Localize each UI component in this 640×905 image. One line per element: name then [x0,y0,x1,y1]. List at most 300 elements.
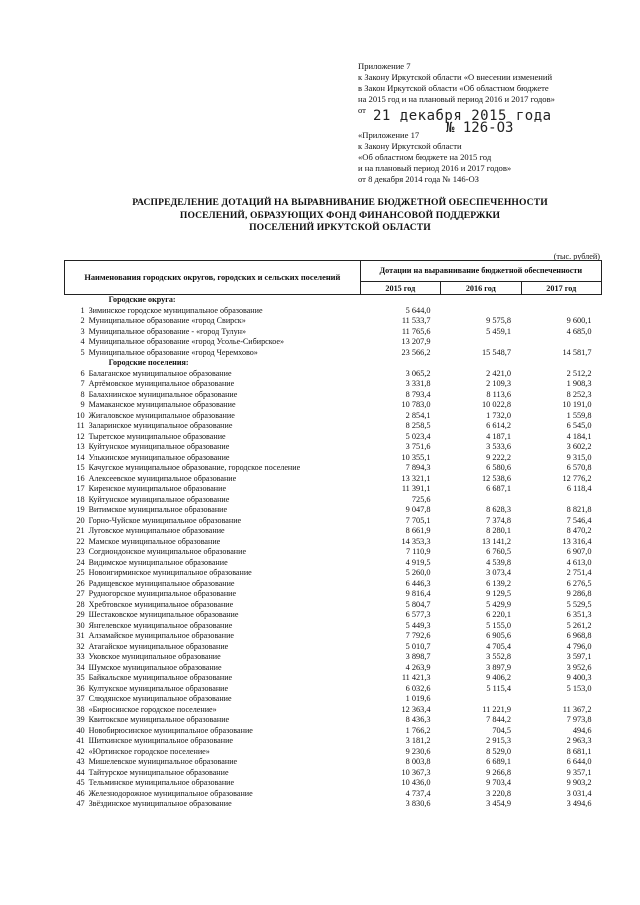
value-2017: 6 276,5 [566,578,592,588]
row-name: Байкальское муниципальное образование [88,673,233,682]
value-2017: 10 191,0 [562,400,592,409]
value-2015: 8 661,9 [405,526,431,535]
value-2016: 15 548,7 [481,347,511,357]
row-number: 37 [76,694,85,703]
row-name: Звёздинское муниципальное образование [88,799,232,808]
value-2016: 4 539,8 [486,557,511,567]
annex2-line: «Об областном бюджете на 2015 год [358,152,492,162]
annex2-line: от 8 декабря 2014 года № 146-ОЗ [358,174,479,184]
table-row [65,663,602,674]
row-name: Артёмовское муниципальное образование [88,379,235,388]
value-2016: 3 552,8 [486,652,511,661]
value-2017: 9 903,2 [566,778,592,787]
table-row [65,369,602,380]
row-number: 45 [76,778,85,787]
value-2015: 9 230,6 [405,746,431,756]
table-row [65,453,602,464]
value-2017: 9 400,3 [566,673,592,682]
group-row [65,295,602,306]
value-2016: 6 614,2 [486,421,511,430]
value-2017: 14 581,7 [562,347,592,357]
units-label: (тыс. рублей) [553,252,600,261]
handwritten-date: 21 декабря 2015 года [373,108,552,124]
row-number: 5 [80,347,85,357]
table-row [65,684,602,695]
table-row [65,705,602,716]
value-2016: 2 915,3 [486,736,511,745]
value-2015: 13 207,9 [401,337,431,346]
row-number: 14 [76,452,85,462]
row-name: Тайтурское муниципальное образование [88,767,229,777]
value-2015: 3 181,2 [405,736,431,745]
table-row [65,327,602,338]
value-2016: 9 222,2 [486,452,511,462]
value-2015: 5 010,7 [405,641,431,651]
value-2017: 4 613,0 [566,557,592,567]
table-row [65,547,602,558]
value-2017: 6 118,4 [566,484,592,493]
value-2016: 9 266,8 [486,767,511,777]
value-2015: 5 449,3 [405,620,431,630]
row-number: 11 [76,421,85,430]
row-number: 20 [76,515,85,525]
table-row [65,390,602,401]
value-2015: 5 260,0 [405,568,431,577]
value-2015: 5 023,4 [405,431,431,441]
value-2015: 7 110,9 [405,547,431,556]
value-2016: 3 454,9 [486,799,511,808]
row-number: 29 [76,610,85,619]
row-number: 34 [76,662,85,672]
row-name: Тыретское муниципальное образование [88,431,226,441]
value-2016: 6 580,6 [486,463,511,472]
table-row [65,505,602,516]
row-number: 18 [76,494,85,504]
value-2016: 9 129,5 [486,589,511,598]
row-name: Рудногорское муниципальное образование [88,589,237,598]
group-label: Городские округа: [108,295,176,304]
table-row [65,516,602,527]
value-2016: 704,5 [492,725,511,735]
row-name: Витимское муниципальное образование [88,505,228,514]
value-2017: 6 351,3 [566,610,592,619]
row-number: 6 [80,368,85,378]
row-name: Шумское муниципальное образование [88,662,222,672]
row-number: 28 [76,599,85,609]
row-name: Заларинское муниципальное образование [88,421,233,430]
table-row [65,642,602,653]
row-name: Новобирюсинское муниципальное образование [88,725,253,735]
value-2017: 2 751,4 [566,568,592,577]
row-number: 1 [80,305,85,315]
row-name: Жигаловское муниципальное образование [88,410,235,420]
value-2017: 3 952,6 [566,662,592,672]
value-2015: 5 804,7 [405,599,431,609]
row-number: 22 [76,536,85,546]
value-2017: 6 545,0 [566,421,592,430]
table-row [65,316,602,327]
row-number: 19 [76,505,85,514]
value-2017: 4 685,0 [566,326,592,336]
value-2016: 6 139,2 [486,578,511,588]
value-2017: 2 512,2 [566,368,592,378]
row-number: 35 [76,673,85,682]
annex2-line: «Приложение 17 [358,130,420,140]
value-2015: 3 898,7 [405,652,431,661]
table-row [65,768,602,779]
value-2017: 7 973,8 [566,715,592,724]
value-2017: 4 184,1 [566,431,592,441]
value-2017 [521,694,602,705]
value-2016: 3 073,4 [486,568,511,577]
value-2017 [521,495,602,506]
row-number: 25 [76,568,85,577]
table-row [65,474,602,485]
value-2016 [441,495,521,506]
row-number: 26 [76,578,85,588]
value-2016: 7 374,8 [486,515,511,525]
row-name: Горно-Чуйское муниципальное образование [88,515,242,525]
row-name: Слюдянское муниципальное образование [88,694,232,703]
title-line: РАСПРЕДЕЛЕНИЕ ДОТАЦИЙ НА ВЫРАВНИВАНИЕ БЮДЖЕТНОЙ ОБЕСПЕЧЕННОСТИ [132,197,548,208]
table-row [65,421,602,432]
table-row [65,442,602,453]
row-name: Муниципальное образование «город Черемхово» [88,347,258,357]
row-number: 41 [76,736,85,745]
value-2017: 4 796,0 [566,641,592,651]
row-name: Тельминское муниципальное образование [88,778,235,787]
value-2015: 8 436,3 [405,715,431,724]
value-2016: 3 533,6 [486,442,511,451]
value-2017: 3 597,1 [566,652,592,661]
row-name: «Юртинское городское поселение» [88,746,210,756]
table-row [65,799,602,810]
table-row [65,589,602,600]
row-name: Алзамайское муниципальное образование [88,631,235,640]
row-number: 43 [76,757,85,766]
row-name: Муниципальное образование «город Свирск» [88,316,246,325]
row-number: 38 [76,704,85,714]
table-row [65,484,602,495]
table-row [65,463,602,474]
row-number: 4 [80,337,85,346]
value-2015: 9 047,8 [405,505,431,514]
value-2016: 9 575,8 [486,316,511,325]
row-number: 36 [76,683,85,693]
value-2017: 5 261,2 [566,620,592,630]
row-name: Квитокское муниципальное образование [88,715,230,724]
value-2016 [441,694,521,705]
row-number: 33 [76,652,85,661]
value-2015: 8 793,4 [405,389,431,399]
value-2015: 10 355,1 [401,452,431,462]
row-name: Хребтовское муниципальное образование [88,599,234,609]
header-year-2016: 2016 год [441,282,521,295]
value-2015: 1 019,6 [405,694,431,703]
row-name: Киренское муниципальное образование [88,484,227,493]
value-2015: 6 446,3 [405,578,431,588]
row-name: Янгелевское муниципальное образование [88,620,233,630]
value-2017: 3 031,4 [566,788,592,798]
annex-line: от [358,105,366,115]
value-2015: 14 353,3 [401,536,431,546]
row-number: 46 [76,788,85,798]
value-2017 [521,306,602,317]
value-2017: 6 907,0 [566,547,592,556]
value-2015: 1 766,2 [405,725,431,735]
value-2015: 3 751,6 [405,442,431,451]
value-2016: 13 141,2 [481,536,511,546]
row-name: Улькинское муниципальное образование [88,452,230,462]
value-2016: 6 689,1 [486,757,511,766]
value-2016: 5 459,1 [486,326,511,336]
title-line: ПОСЕЛЕНИЙ ИРКУТСКОЙ ОБЛАСТИ [249,222,431,233]
row-number: 2 [80,316,85,325]
value-2015: 7 705,1 [405,515,431,525]
value-2015: 4 737,4 [405,788,431,798]
header-name: Наименования городских округов, городских и сельских поселений [65,261,361,295]
table-row [65,411,602,422]
row-name: «Бирюсинское городское поселение» [88,704,217,714]
value-2017: 9 315,0 [566,452,592,462]
group-spacer [65,358,87,369]
value-2017: 12 776,2 [562,473,592,483]
table-body [65,295,602,810]
table-row [65,337,602,348]
value-2016: 6 220,1 [486,610,511,619]
annex-line: Приложение 7 [358,61,411,71]
row-number: 3 [80,326,85,336]
table-row [65,715,602,726]
value-2015: 4 919,5 [405,557,431,567]
value-2017: 9 357,1 [566,767,592,777]
annex-line: в Закон Иркутской области «Об областном бюджете [358,83,549,93]
header-group: Дотации на выравнивание бюджетной обеспеченности [360,261,601,282]
value-2017 [521,337,602,348]
value-2017: 6 968,8 [566,631,592,640]
value-2016: 6 687,1 [486,484,511,493]
value-2015: 11 765,6 [401,326,431,336]
title-line: ПОСЕЛЕНИЙ, ОБРАЗУЮЩИХ ФОНД ФИНАНСОВОЙ ПОДДЕРЖКИ [179,209,501,221]
value-2016: 11 221,9 [482,704,511,714]
table-row [65,568,602,579]
value-2017: 8 252,3 [566,389,592,399]
row-number: 7 [80,379,85,388]
value-2016: 2 109,3 [486,379,511,388]
value-2017: 11 367,2 [562,704,592,714]
value-2015: 10 783,0 [401,400,431,409]
value-2015: 9 816,4 [405,589,431,598]
table-row [65,673,602,684]
value-2016: 3 897,9 [486,662,511,672]
row-name: Шиткинское муниципальное образование [88,736,233,745]
value-2015: 2 854,1 [405,410,431,420]
table-row [65,526,602,537]
row-name: Култукское муниципальное образование [88,683,229,693]
value-2016: 5 115,4 [486,683,511,693]
header-year-2015: 2015 год [360,282,440,295]
value-2017: 2 963,3 [566,736,592,745]
value-2017: 9 286,8 [566,589,592,598]
value-2017: 8 821,8 [566,505,592,514]
value-2015: 4 263,9 [405,662,431,672]
value-2017: 494,6 [572,725,592,735]
row-number: 10 [76,410,85,420]
row-name: Новоигирминское муниципальное образование [88,568,252,577]
value-2016: 5 155,0 [486,620,511,630]
table-row [65,789,602,800]
table-row [65,558,602,569]
group-row [65,358,602,369]
row-number: 23 [76,547,85,556]
value-2016: 4 705,4 [486,641,511,651]
row-number: 24 [76,557,85,567]
value-2016: 8 628,3 [486,505,511,514]
row-number: 31 [76,631,85,640]
value-2016: 8 529,0 [486,746,511,756]
table-row [65,432,602,443]
row-name: Алексеевское муниципальное образование [88,473,237,483]
table-row [65,379,602,390]
annex2-line: к Закону Иркутской области [358,141,462,151]
value-2017: 8 681,1 [566,746,592,756]
value-2015: 7 792,6 [405,631,431,640]
table-row [65,621,602,632]
row-name: Атагайское муниципальное образование [88,641,229,651]
row-name: Шестаковское муниципальное образование [88,610,239,619]
table-row [65,400,602,411]
table-row [65,348,602,359]
value-2016 [441,306,521,317]
value-2015: 11 391,1 [401,484,431,493]
table-row [65,600,602,611]
table-row [65,537,602,548]
row-number: 42 [76,746,85,756]
value-2017: 9 600,1 [566,316,592,325]
group-spacer [65,295,87,306]
row-number: 30 [76,620,85,630]
value-2015: 6 032,6 [405,683,431,693]
row-name: Видимское муниципальное образование [88,557,228,567]
row-number: 13 [76,442,85,451]
row-number: 44 [76,767,85,777]
row-number: 8 [80,389,85,399]
table-row [65,726,602,737]
value-2015: 13 321,1 [401,473,431,483]
row-number: 47 [76,799,85,808]
value-2016: 6 905,6 [486,631,511,640]
value-2015: 12 363,4 [401,704,431,714]
header-year-2017: 2017 год [521,282,602,295]
value-2017: 3 602,2 [566,442,592,451]
value-2017: 7 546,4 [566,515,592,525]
value-2016 [441,337,521,348]
value-2015: 6 577,3 [405,610,431,619]
row-number: 9 [80,400,85,409]
value-2016: 1 732,0 [486,410,511,420]
row-name: Мишелевское муниципальное образование [88,757,238,766]
row-name: Балаганское муниципальное образование [88,368,232,378]
row-number: 21 [76,526,85,535]
value-2015: 11 421,3 [401,673,431,682]
value-2015: 10 436,0 [401,778,431,787]
annex2-line: и на плановый период 2016 и 2017 годов» [358,163,512,173]
row-number: 15 [76,463,85,472]
row-number: 39 [76,715,85,724]
row-number: 12 [76,431,85,441]
annex-line: на 2015 год и на плановый период 2016 и 2017 годов» [358,94,555,104]
value-2017: 1 908,3 [566,379,592,388]
value-2016: 4 187,1 [486,431,511,441]
row-name: Куйтунское муниципальное образование [88,494,230,504]
row-name: Муниципальное образование «город Усолье-Сибирское» [88,337,285,346]
value-2016: 9 703,4 [486,778,511,787]
value-2015: 23 566,2 [401,347,431,357]
row-number: 32 [76,641,85,651]
value-2016: 7 844,2 [486,715,511,724]
table-row [65,579,602,590]
row-name: Мамское муниципальное образование [88,536,221,546]
table-row [65,495,602,506]
subsidy-table [64,260,602,810]
value-2016: 6 760,5 [486,547,511,556]
value-2017: 6 570,8 [566,463,592,472]
value-2017: 5 153,0 [566,683,592,693]
value-2016: 8 113,6 [486,389,511,399]
value-2017: 13 316,4 [562,536,592,546]
value-2017: 6 644,0 [566,757,592,766]
table-row [65,631,602,642]
group-label: Городские поселения: [108,358,189,367]
value-2017: 3 494,6 [566,799,592,808]
table-row [65,757,602,768]
row-name: Муниципальное образование - «город Тулун» [88,326,247,336]
row-name: Балахнинское муниципальное образование [88,389,238,399]
value-2016: 3 220,8 [486,788,511,798]
value-2015: 5 644,0 [405,305,431,315]
value-2015: 3 065,2 [405,368,431,378]
row-name: Зиминское городское муниципальное образование [88,305,263,315]
table-row [65,306,602,317]
value-2015: 7 894,3 [405,463,431,472]
value-2015: 10 367,3 [401,767,431,777]
value-2015: 11 533,7 [401,316,431,325]
handwritten-number: № 126-ОЗ [446,120,514,136]
row-name: Куйтунское муниципальное образование [88,442,230,451]
value-2015: 3 331,8 [405,379,431,388]
annex-line: к Закону Иркутской области «О внесении изменений [358,72,553,82]
document-title [80,197,600,235]
annex-original-block [358,130,628,185]
table-row [65,652,602,663]
row-name: Радищевское муниципальное образование [88,578,235,588]
row-number: 27 [76,589,85,598]
value-2015: 725,6 [411,494,431,504]
value-2016: 12 538,6 [481,473,511,483]
row-name: Уковское муниципальное образование [88,652,221,661]
value-2017: 5 529,5 [566,599,592,609]
value-2015: 8 258,5 [405,421,431,430]
value-2016: 9 406,2 [486,673,511,682]
value-2016: 10 022,8 [481,400,511,409]
value-2016: 5 429,9 [486,599,511,609]
row-name: Луговское муниципальное образование [88,526,225,535]
row-name: Качугское муниципальное образование, городское поселение [88,463,301,472]
table-row [65,694,602,705]
value-2015: 3 830,6 [405,799,431,808]
value-2017: 1 559,8 [566,410,592,420]
row-number: 16 [76,473,85,483]
